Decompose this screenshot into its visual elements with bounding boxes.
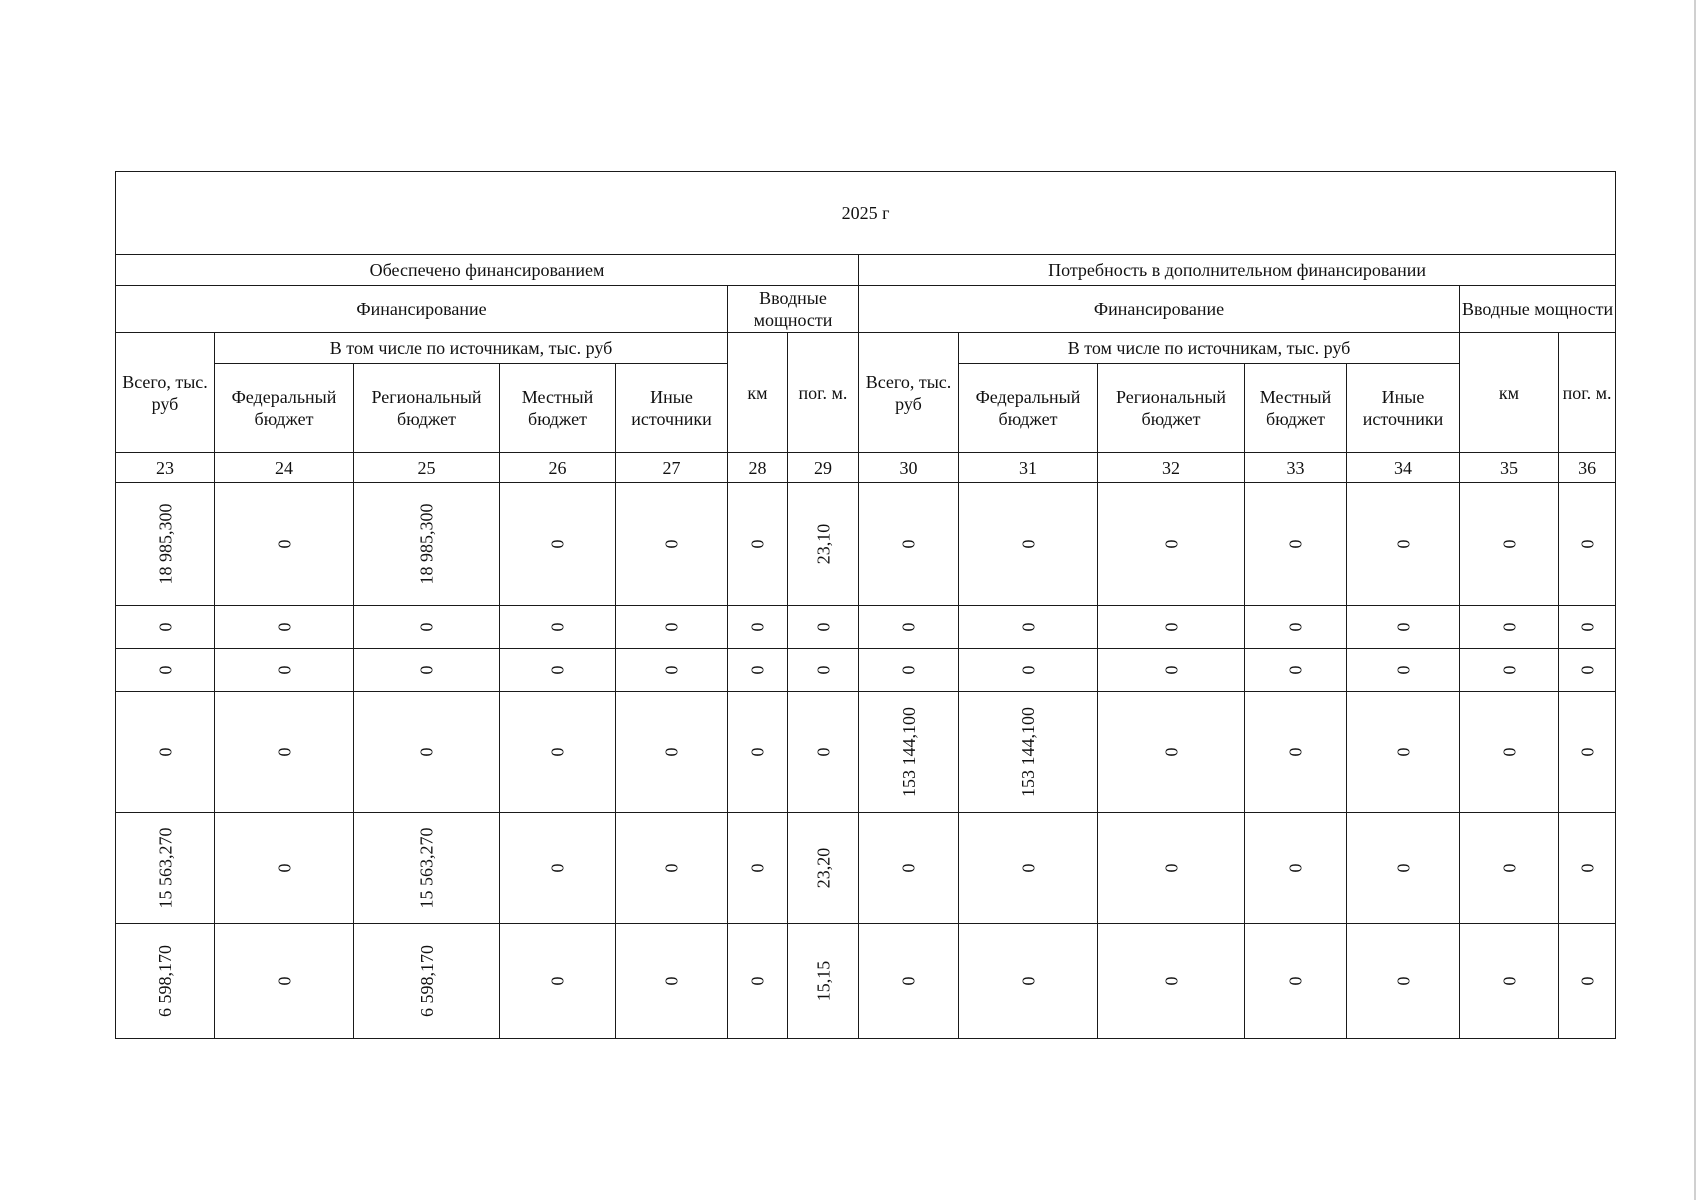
- data-cell: [1460, 813, 1559, 924]
- data-cell: [1347, 692, 1460, 813]
- secured-linear-m-header: пог. м.: [788, 333, 859, 453]
- cell-value: 0: [813, 747, 833, 757]
- secured-federal-header: Федеральный бюджет: [215, 364, 354, 453]
- data-cell: [1098, 924, 1245, 1039]
- cell-value: 0: [547, 622, 568, 632]
- sources-header-row: [116, 333, 1616, 364]
- cell-value: 23,20: [813, 847, 833, 889]
- cell-value: 0: [898, 665, 919, 675]
- data-cell: [1559, 606, 1616, 649]
- cell-value: 0: [898, 539, 919, 549]
- cell-value: 6 598,170: [416, 945, 437, 1017]
- data-cell: [1098, 483, 1245, 606]
- cell-value: 0: [661, 976, 682, 986]
- secured-other-header: Иные источники: [616, 364, 728, 453]
- data-cell: [1098, 813, 1245, 924]
- data-cell: [728, 924, 788, 1039]
- additional-financing-header: Финансирование: [859, 286, 1460, 333]
- secured-capacity-header: Вводные мощности: [728, 286, 859, 333]
- data-cell: [354, 924, 500, 1039]
- table-row: [116, 606, 1616, 649]
- column-number: 28: [728, 453, 788, 483]
- cell-value: 0: [661, 622, 682, 632]
- cell-value: 6 598,170: [155, 945, 175, 1017]
- cell-value: 0: [547, 976, 568, 986]
- data-cell: [215, 924, 354, 1039]
- data-cell: [959, 692, 1098, 813]
- data-cell: [354, 649, 500, 692]
- cell-value: 0: [1577, 747, 1598, 757]
- data-cell: [788, 924, 859, 1039]
- cell-value: 0: [155, 747, 175, 757]
- data-cell: [728, 649, 788, 692]
- cell-value: 0: [1393, 665, 1413, 675]
- additional-linear-m-header: пог. м.: [1559, 333, 1616, 453]
- cell-value: 0: [1577, 665, 1598, 675]
- data-cell: [616, 483, 728, 606]
- cell-value: 0: [1018, 622, 1038, 632]
- cell-value: 0: [547, 665, 568, 675]
- cell-value: 0: [1161, 747, 1181, 757]
- year-title: 2025 г: [116, 172, 1616, 255]
- cell-value: 18 985,300: [416, 503, 437, 585]
- cell-value: 0: [1285, 976, 1306, 986]
- data-cell: [1347, 649, 1460, 692]
- cell-value: 23,10: [813, 523, 833, 565]
- data-cell: [728, 606, 788, 649]
- data-cell: [1460, 692, 1559, 813]
- data-cell: [1559, 649, 1616, 692]
- cell-value: 0: [1018, 976, 1038, 986]
- data-cell: [215, 692, 354, 813]
- table-row: [116, 692, 1616, 813]
- cell-value: 0: [1285, 539, 1306, 549]
- data-cell: [1559, 483, 1616, 606]
- data-cell: [1245, 483, 1347, 606]
- data-cell: [788, 606, 859, 649]
- data-cell: [1460, 483, 1559, 606]
- cell-value: 0: [416, 665, 437, 675]
- cell-value: 0: [416, 622, 437, 632]
- cell-value: 0: [1577, 976, 1598, 986]
- data-cell: [788, 692, 859, 813]
- data-cell: [616, 813, 728, 924]
- cell-value: 0: [1499, 539, 1519, 549]
- data-cell: [1347, 606, 1460, 649]
- table-row: [116, 813, 1616, 924]
- data-cell: [1460, 649, 1559, 692]
- data-cell: [616, 649, 728, 692]
- data-cell: [728, 813, 788, 924]
- data-cell: [500, 924, 616, 1039]
- column-number: 30: [859, 453, 959, 483]
- cell-value: 0: [1018, 539, 1038, 549]
- cell-value: 0: [1018, 665, 1038, 675]
- cell-value: 0: [661, 539, 682, 549]
- data-cell: [1245, 692, 1347, 813]
- data-cell: [500, 483, 616, 606]
- cell-value: 0: [547, 863, 568, 873]
- cell-value: 0: [1393, 622, 1413, 632]
- cell-value: 0: [274, 863, 294, 873]
- data-cell: [959, 483, 1098, 606]
- additional-km-header: км: [1460, 333, 1559, 453]
- cell-value: 0: [1499, 665, 1519, 675]
- data-cell: [859, 483, 959, 606]
- data-cell: [959, 924, 1098, 1039]
- column-number: 33: [1245, 453, 1347, 483]
- column-number: 36: [1559, 453, 1616, 483]
- cell-value: 15 563,270: [155, 827, 175, 909]
- data-cell: [728, 483, 788, 606]
- cell-value: 0: [813, 665, 833, 675]
- cell-value: 0: [1393, 747, 1413, 757]
- data-cell: [1098, 649, 1245, 692]
- data-cell: [1098, 606, 1245, 649]
- column-number: 29: [788, 453, 859, 483]
- cell-value: 0: [747, 665, 768, 675]
- data-cell: [959, 606, 1098, 649]
- data-cell: [1245, 606, 1347, 649]
- cell-value: 0: [1018, 863, 1038, 873]
- additional-federal-header: Федеральный бюджет: [959, 364, 1098, 453]
- column-number: 35: [1460, 453, 1559, 483]
- cell-value: 0: [155, 665, 175, 675]
- data-cell: [215, 606, 354, 649]
- data-cell: [959, 813, 1098, 924]
- additional-regional-header: Региональный бюджет: [1098, 364, 1245, 453]
- table-row: [116, 483, 1616, 606]
- additional-total-header: Всего, тыс. руб: [859, 333, 959, 453]
- data-cell: [1245, 649, 1347, 692]
- column-number-row: [116, 453, 1616, 483]
- financing-header-row: [116, 286, 1616, 333]
- cell-value: 0: [416, 747, 437, 757]
- column-number: 24: [215, 453, 354, 483]
- cell-value: 0: [813, 622, 833, 632]
- cell-value: 0: [1499, 863, 1519, 873]
- cell-value: 153 144,100: [898, 707, 919, 797]
- data-cell: [728, 692, 788, 813]
- column-number: 32: [1098, 453, 1245, 483]
- data-cell: [1559, 692, 1616, 813]
- secured-regional-header: Региональный бюджет: [354, 364, 500, 453]
- data-cell: [500, 606, 616, 649]
- additional-local-header: Местный бюджет: [1245, 364, 1347, 453]
- cell-value: 0: [661, 863, 682, 873]
- cell-value: 18 985,300: [155, 503, 175, 585]
- data-cell: [1347, 483, 1460, 606]
- data-cell: [1460, 606, 1559, 649]
- data-cell: [1347, 813, 1460, 924]
- secured-total-header: Всего, тыс. руб: [116, 333, 215, 453]
- secured-km-header: км: [728, 333, 788, 453]
- cell-value: 0: [1499, 976, 1519, 986]
- cell-value: 0: [274, 622, 294, 632]
- cell-value: 0: [1393, 976, 1413, 986]
- cell-value: 0: [1161, 863, 1181, 873]
- cell-value: 15,15: [813, 960, 833, 1002]
- data-cell: [500, 649, 616, 692]
- data-cell: [116, 924, 215, 1039]
- data-cell: [215, 483, 354, 606]
- data-cell: [1245, 813, 1347, 924]
- cell-value: 15 563,270: [416, 827, 437, 909]
- column-number: 27: [616, 453, 728, 483]
- secured-sources-header: В том числе по источникам, тыс. руб: [215, 333, 728, 364]
- cell-value: 0: [1393, 539, 1413, 549]
- data-cell: [788, 813, 859, 924]
- column-number: 31: [959, 453, 1098, 483]
- cell-value: 0: [747, 539, 768, 549]
- cell-value: 0: [274, 747, 294, 757]
- data-cell: [354, 813, 500, 924]
- secured-local-header: Местный бюджет: [500, 364, 616, 453]
- cell-value: 0: [1285, 863, 1306, 873]
- data-cell: [500, 692, 616, 813]
- data-cell: [354, 692, 500, 813]
- table-row: [116, 649, 1616, 692]
- data-cell: [788, 649, 859, 692]
- cell-value: 0: [1161, 539, 1181, 549]
- data-cell: [1098, 692, 1245, 813]
- data-cell: [859, 813, 959, 924]
- cell-value: 0: [1577, 622, 1598, 632]
- cell-value: 0: [1161, 665, 1181, 675]
- cell-value: 0: [1161, 976, 1181, 986]
- cell-value: 0: [747, 976, 768, 986]
- data-cell: [354, 606, 500, 649]
- data-cell: [116, 692, 215, 813]
- data-cell: [959, 649, 1098, 692]
- data-cell: [215, 649, 354, 692]
- cell-value: 0: [898, 863, 919, 873]
- column-number: 25: [354, 453, 500, 483]
- column-number: 34: [1347, 453, 1460, 483]
- cell-value: 0: [1285, 665, 1306, 675]
- data-cell: [116, 606, 215, 649]
- secured-section-title: Обеспечено финансированием: [116, 255, 859, 286]
- additional-other-header: Иные источники: [1347, 364, 1460, 453]
- data-cell: [616, 606, 728, 649]
- cell-value: 0: [1499, 622, 1519, 632]
- column-number: 26: [500, 453, 616, 483]
- data-cell: [354, 483, 500, 606]
- cell-value: 0: [1499, 747, 1519, 757]
- cell-value: 0: [274, 539, 294, 549]
- additional-sources-header: В том числе по источникам, тыс. руб: [959, 333, 1460, 364]
- column-number: 23: [116, 453, 215, 483]
- data-cell: [859, 692, 959, 813]
- data-cell: [616, 692, 728, 813]
- data-cell: [859, 924, 959, 1039]
- cell-value: 0: [661, 747, 682, 757]
- cell-value: 0: [547, 747, 568, 757]
- cell-value: 0: [1285, 747, 1306, 757]
- data-cell: [500, 813, 616, 924]
- cell-value: 0: [1285, 622, 1306, 632]
- cell-value: 0: [1577, 539, 1598, 549]
- data-cell: [215, 813, 354, 924]
- cell-value: 0: [747, 747, 768, 757]
- additional-section-title: Потребность в дополнительном финансировании: [859, 255, 1616, 286]
- cell-value: 0: [274, 665, 294, 675]
- data-cell: [1559, 924, 1616, 1039]
- data-cell: [616, 924, 728, 1039]
- cell-value: 0: [1393, 863, 1413, 873]
- data-cell: [116, 813, 215, 924]
- data-cell: [1559, 813, 1616, 924]
- cell-value: 0: [155, 622, 175, 632]
- year-row: [116, 172, 1616, 255]
- cell-value: 0: [1161, 622, 1181, 632]
- additional-capacity-header: Вводные мощности: [1460, 286, 1616, 333]
- secured-financing-header: Финансирование: [116, 286, 728, 333]
- data-cell: [859, 606, 959, 649]
- cell-value: 0: [1577, 863, 1598, 873]
- cell-value: 0: [898, 622, 919, 632]
- data-cell: [859, 649, 959, 692]
- data-cell: [1245, 924, 1347, 1039]
- financing-table: [115, 171, 1616, 1039]
- table-row: [116, 924, 1616, 1039]
- cell-value: 0: [747, 622, 768, 632]
- section-header-row: [116, 255, 1616, 286]
- cell-value: 0: [274, 976, 294, 986]
- cell-value: 0: [898, 976, 919, 986]
- data-cell: [1460, 924, 1559, 1039]
- cell-value: 0: [747, 863, 768, 873]
- cell-value: 0: [661, 665, 682, 675]
- cell-value: 0: [547, 539, 568, 549]
- data-cell: [1347, 924, 1460, 1039]
- cell-value: 153 144,100: [1018, 707, 1038, 797]
- data-cell: [116, 483, 215, 606]
- data-cell: [788, 483, 859, 606]
- data-cell: [116, 649, 215, 692]
